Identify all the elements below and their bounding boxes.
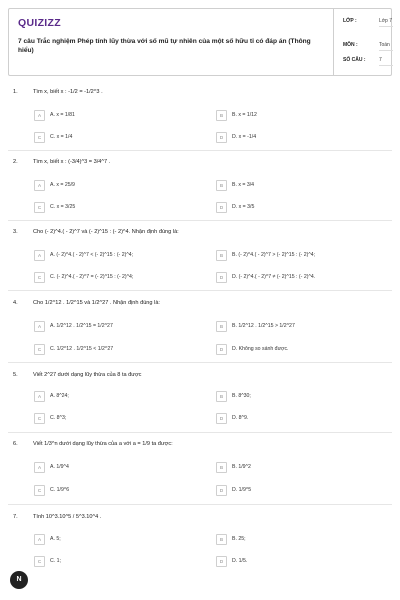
question-number: 1. <box>13 89 18 95</box>
option-text: D. (- 2)^4.( - 2)^7 ≠ (- 2)^15 : (- 2)^4. <box>232 274 316 280</box>
worksheet-header <box>8 8 392 76</box>
option-letter-box: C <box>34 556 45 567</box>
option-letter-box: C <box>34 272 45 283</box>
option-text: C. 1/2^12 . 1/2^15 < 1/2^27 <box>50 346 114 352</box>
option-letter-box: A <box>34 534 45 545</box>
option-text: C. 8^3; <box>50 415 67 421</box>
option-text: B. (- 2)^4.( - 2)^7 > (- 2)^15 : (- 2)^4; <box>232 252 316 258</box>
option-text: B. x = 1/12 <box>232 112 257 118</box>
header-divider <box>333 9 334 75</box>
question-text: Viết 2^27 dưới dạng lũy thừa của 8 ta được <box>33 372 142 378</box>
option-text: B. x = 3/4 <box>232 182 255 188</box>
question-divider <box>8 220 392 221</box>
question-number: 5. <box>13 372 18 378</box>
option-text: B. 1/9^2 <box>232 464 251 470</box>
question-text: Cho 1/2^12 . 1/2^15 và 1/2^27 . Nhận định đúng là: <box>33 300 160 306</box>
quizizz-logo: QUIZIZZ <box>18 17 61 29</box>
question-text: Cho (- 2)^4.( - 2)^7 và (- 2)^15 : (- 2)^4. Nhận định đúng là: <box>33 229 179 235</box>
question-divider <box>8 150 392 151</box>
subject-label: MÔN : <box>343 42 358 48</box>
option-letter-box: B <box>216 110 227 121</box>
question-divider <box>8 504 392 505</box>
question-text: Tìm x, biết x : -1/2 = -1/2^3 . <box>33 89 103 95</box>
question-divider <box>8 362 392 363</box>
question-number: 4. <box>13 300 18 306</box>
option-letter-box: A <box>34 321 45 332</box>
class-value: Lớp 7 <box>379 18 393 27</box>
option-letter-box: B <box>216 391 227 402</box>
option-letter-box: B <box>216 250 227 261</box>
option-letter-box: A <box>34 250 45 261</box>
question-text: Tính 10^3.10^5 / 5^3.10^4 . <box>33 514 102 520</box>
question-number: 3. <box>13 229 18 235</box>
n-logo-button[interactable]: N <box>10 571 28 589</box>
option-text: A. 8^24; <box>50 393 69 399</box>
option-letter-box: D <box>216 202 227 213</box>
question-number: 7. <box>13 514 18 520</box>
option-text: B. 1/2^12 . 1/2^15 > 1/2^27 <box>232 323 295 329</box>
option-letter-box: D <box>216 556 227 567</box>
option-text: A. (- 2)^4.( - 2)^7 < (- 2)^15 : (- 2)^4; <box>50 252 134 258</box>
option-letter-box: A <box>34 391 45 402</box>
option-letter-box: C <box>34 202 45 213</box>
option-text: D. 1/9^5 <box>232 487 252 493</box>
option-text: D. 8^9. <box>232 415 249 421</box>
option-letter-box: D <box>216 413 227 424</box>
option-text: D. Không so sánh được. <box>232 346 289 352</box>
option-text: C. 1/9^6 <box>50 487 70 493</box>
option-letter-box: B <box>216 321 227 332</box>
class-label: LỚP : <box>343 18 357 24</box>
option-letter-box: B <box>216 534 227 545</box>
question-number: 6. <box>13 441 18 447</box>
question-divider <box>8 432 392 433</box>
option-letter-box: D <box>216 344 227 355</box>
option-text: D. x = -1/4 <box>232 134 257 140</box>
option-text: A. 1/9^4 <box>50 464 69 470</box>
question-text: Viết 1/3^n dưới dạng lũy thừa của a với a = 1/9 ta được: <box>33 441 173 447</box>
option-text: D. x = 3/5 <box>232 204 255 210</box>
option-letter-box: D <box>216 132 227 143</box>
option-text: C. x = 1/4 <box>50 134 73 140</box>
question-text: Tìm x, biết x : (-3/4)^3 = 3/4^7 . <box>33 159 111 165</box>
count-label: SỐ CÂU : <box>343 57 366 63</box>
option-letter-box: A <box>34 180 45 191</box>
count-value: 7 <box>379 57 393 66</box>
option-text: B. 8^30; <box>232 393 251 399</box>
question-number: 2. <box>13 159 18 165</box>
option-text: A. 1/2^12 . 1/2^15 = 1/2^27 <box>50 323 113 329</box>
option-text: C. x = 3/25 <box>50 204 76 210</box>
option-letter-box: C <box>34 413 45 424</box>
option-text: B. 25; <box>232 536 246 542</box>
option-letter-box: D <box>216 485 227 496</box>
option-letter-box: C <box>34 485 45 496</box>
option-text: D. 1/5. <box>232 558 248 564</box>
question-divider <box>8 290 392 291</box>
option-text: C. 1; <box>50 558 61 564</box>
option-text: A. x = 25/9 <box>50 182 75 188</box>
option-text: A. 5; <box>50 536 61 542</box>
option-text: A. x = 1/81 <box>50 112 75 118</box>
option-text: C. (- 2)^4.( - 2)^7 = (- 2)^15 : (- 2)^4; <box>50 274 134 280</box>
subject-value: Toán <box>379 42 393 51</box>
option-letter-box: C <box>34 344 45 355</box>
option-letter-box: B <box>216 180 227 191</box>
option-letter-box: B <box>216 462 227 473</box>
worksheet-title: 7 câu Trắc nghiệm Phép tính lũy thừa với số mũ tự nhiên của một số hữu tỉ có đáp án (Thông hiểu) <box>18 38 311 54</box>
option-letter-box: A <box>34 462 45 473</box>
option-letter-box: C <box>34 132 45 143</box>
option-letter-box: A <box>34 110 45 121</box>
option-letter-box: D <box>216 272 227 283</box>
